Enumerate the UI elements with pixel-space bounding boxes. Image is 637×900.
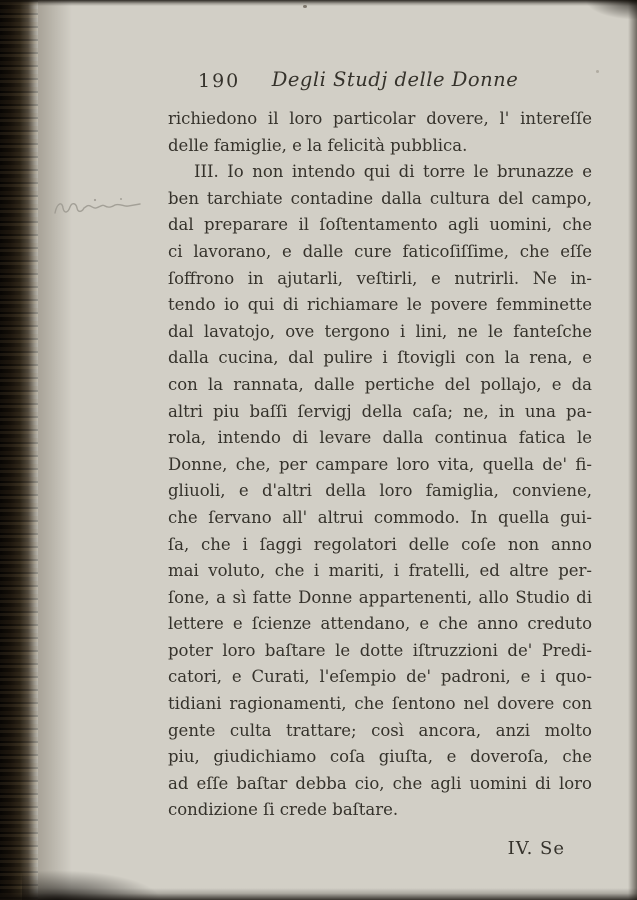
running-title: Degli Studj delle Donne xyxy=(271,68,519,91)
text-line: Donne, che, per campare loro vita, quella de' fi- xyxy=(168,454,592,474)
scan-edge-right xyxy=(628,0,637,900)
text-line: ben tarchiate contadine dalla cultura del campo, xyxy=(168,188,592,208)
text-line: altri piu baſſi ſervigj della caſa; ne, in una pa- xyxy=(168,401,592,421)
text-line: gliuoli, e d'altri della loro famiglia, conviene, xyxy=(168,481,592,501)
text-line: tidiani ragionamenti, che ſentono nel dovere con xyxy=(168,694,592,714)
scan-edge-top xyxy=(0,0,637,6)
text-line: ſa, che i ſaggi regolatori delle coſe non anno xyxy=(168,534,592,554)
text-line: condizione ſi crede baſtare. xyxy=(168,800,399,820)
text-line: poter loro baſtare le dotte iſtruzzioni de' Predi- xyxy=(168,640,592,660)
page-number: 190 xyxy=(198,70,241,92)
text-line: ſone, a sì fatte Donne appartenenti, allo Studio di xyxy=(168,587,592,607)
body-text xyxy=(168,106,592,824)
text-line: mai voluto, che i mariti, i fratelli, ed altre per- xyxy=(168,561,592,581)
book-binding-edge xyxy=(0,0,38,900)
handwritten-annotation xyxy=(50,191,162,225)
text-line: piu, giudichiamo coſa giuſta, e doveroſa, che xyxy=(168,747,592,767)
binding-shadow xyxy=(38,0,72,900)
page-text xyxy=(168,68,592,824)
page-header xyxy=(168,68,592,100)
scan-corner-bottom-left xyxy=(22,870,162,900)
text-line: ad eſſe baſtar debba cio, che agli uomini di loro xyxy=(168,773,592,793)
text-line: gente culta trattare; così ancora, anzi molto xyxy=(168,720,592,740)
paper-speck xyxy=(303,5,307,8)
text-line: III. Io non intendo qui di torre le brunazze e xyxy=(194,162,592,182)
text-line: rola, intendo di levare dalla continua fatica le xyxy=(168,428,592,448)
text-line: tendo io qui di richiamare le povere femminette xyxy=(168,295,592,315)
text-line: richiedono il loro particolar dovere, l' intereſſe xyxy=(168,109,592,128)
text-line: che ſervano all' altrui commodo. In quella gui- xyxy=(168,507,592,527)
text-line: catori, e Curati, l'eſempio de' padroni, e i quo- xyxy=(168,667,592,687)
text-line: ſoffrono in ajutarli, veſtirli, e nutrirli. Ne in- xyxy=(168,268,592,288)
catchword: IV. Se xyxy=(507,838,565,859)
text-line: con la rannata, dalle pertiche del pollajo, e da xyxy=(168,374,592,394)
text-line: dal lavatojo, ove tergono i lini, ne le fanteſche xyxy=(168,321,592,341)
text-line: delle famiglie, e la felicità pubblica. xyxy=(168,135,468,155)
text-line: dalla cucina, dal pulire i ſtovigli con la rena, e xyxy=(168,348,592,368)
text-line: lettere e ſcienze attendano, e che anno creduto xyxy=(168,614,592,634)
text-line: ci lavorano, e dalle cure faticoſiſſime, che eſſe xyxy=(168,241,592,261)
text-line: dal preparare il ſoſtentamento agli uomini, che xyxy=(168,215,592,235)
scan-corner-top-right xyxy=(585,0,637,20)
